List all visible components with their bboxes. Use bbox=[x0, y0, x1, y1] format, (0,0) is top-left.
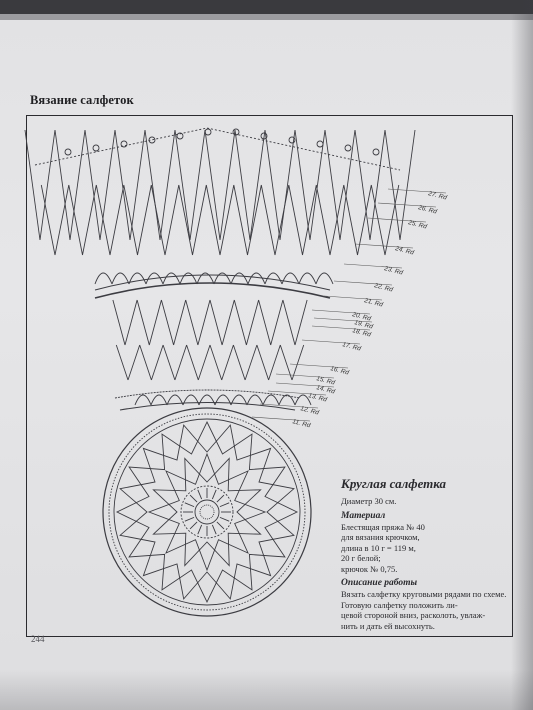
row-label: 11. Rd bbox=[291, 418, 312, 430]
shell-stitch-top bbox=[231, 273, 248, 284]
row-20-band bbox=[95, 283, 330, 298]
center-spoke bbox=[220, 503, 229, 507]
shell-stitch-top bbox=[95, 273, 112, 284]
row-label: 26. Rd bbox=[417, 204, 438, 216]
shell-stitch bbox=[215, 395, 231, 405]
shell-stitch-top bbox=[265, 273, 282, 284]
row-label: 19. Rd bbox=[353, 319, 374, 331]
lattice-outer-2 bbox=[41, 185, 399, 255]
center-spoke bbox=[190, 495, 197, 502]
center-spoke bbox=[185, 503, 194, 507]
row-label: 24. Rd bbox=[394, 245, 415, 257]
doily-outer-ring bbox=[103, 408, 311, 616]
shell-stitch bbox=[135, 395, 151, 405]
row-label: 15. Rd bbox=[315, 375, 336, 387]
row-label: 27. Rd bbox=[427, 190, 448, 202]
inner-star-2 bbox=[153, 458, 260, 565]
diameter-text: Диаметр 30 см. bbox=[341, 496, 397, 506]
row-label: 12. Rd bbox=[299, 405, 320, 417]
center-spoke bbox=[217, 522, 224, 529]
info-block bbox=[341, 476, 509, 631]
shell-stitch-top bbox=[163, 273, 180, 284]
picot-loop bbox=[289, 137, 295, 143]
picot-loop bbox=[317, 141, 323, 147]
center-spoke bbox=[190, 522, 197, 529]
inner-star bbox=[149, 454, 265, 570]
doily-title: Круглая салфетка bbox=[341, 476, 447, 491]
row-11-arc bbox=[120, 403, 295, 411]
row-label: 25. Rd bbox=[407, 219, 428, 231]
materials-heading: Материал bbox=[341, 510, 386, 521]
row-label: 23. Rd bbox=[383, 265, 404, 277]
picot-loop bbox=[93, 145, 99, 151]
page-number: 244 bbox=[31, 634, 45, 644]
picot-loop bbox=[121, 141, 127, 147]
shell-stitch bbox=[247, 395, 263, 405]
shell-stitch bbox=[199, 395, 215, 405]
picot-loop bbox=[373, 149, 379, 155]
row-label: 13. Rd bbox=[307, 392, 328, 404]
shell-stitch-top bbox=[248, 273, 265, 284]
center-spoke bbox=[198, 490, 202, 499]
shell-stitch bbox=[263, 395, 279, 405]
work-heading: Описание работы bbox=[341, 578, 418, 588]
center-spoke bbox=[220, 517, 229, 521]
shell-stitch bbox=[151, 395, 167, 405]
shell-stitch-top bbox=[316, 273, 333, 284]
section-title: Вязание салфеток bbox=[30, 93, 134, 107]
center-spoke bbox=[212, 490, 216, 499]
outer-star-2 bbox=[120, 425, 294, 599]
center-spoke bbox=[212, 525, 216, 534]
center-spoke bbox=[198, 525, 202, 534]
row-label: 14. Rd bbox=[315, 384, 336, 396]
shell-stitch bbox=[183, 395, 199, 405]
row-label: 17. Rd bbox=[341, 341, 362, 353]
row-label: 21. Rd bbox=[363, 297, 384, 309]
page-binding-shadow bbox=[511, 0, 533, 710]
picot-loop bbox=[205, 129, 211, 135]
materials-text: Блестящая пряжа № 40 для вязания крючком, длина в 10 г = 119 м, 20 г белой; крючок № 0,75. bbox=[341, 521, 425, 574]
lattice-lower bbox=[116, 345, 303, 380]
lattice-outer bbox=[25, 130, 415, 240]
row-label: 16. Rd bbox=[329, 365, 350, 377]
doily-ring-inner bbox=[114, 419, 300, 605]
center-spoke bbox=[185, 517, 194, 521]
page-bottom-shadow bbox=[0, 670, 533, 710]
center-ring bbox=[195, 500, 219, 524]
row-label: 18. Rd bbox=[351, 327, 372, 339]
shell-stitch-top bbox=[180, 273, 197, 284]
work-text: Вязать салфетку круговыми рядами по схеме. Готовую салфетку положить ли- цевой стороной вниз, расколоть, увлаж- нить и дать ей высохнуть. bbox=[341, 589, 507, 631]
lattice-middle bbox=[113, 300, 307, 345]
shell-stitch-top bbox=[299, 273, 316, 284]
center-ring-stitches bbox=[200, 505, 214, 519]
row-label: 20. Rd bbox=[351, 311, 372, 323]
picot-loop bbox=[345, 145, 351, 151]
doily-ring-stitches bbox=[109, 414, 305, 610]
row-label: 22. Rd bbox=[373, 282, 394, 294]
center-spoke bbox=[217, 495, 224, 502]
picot-loop bbox=[65, 149, 71, 155]
